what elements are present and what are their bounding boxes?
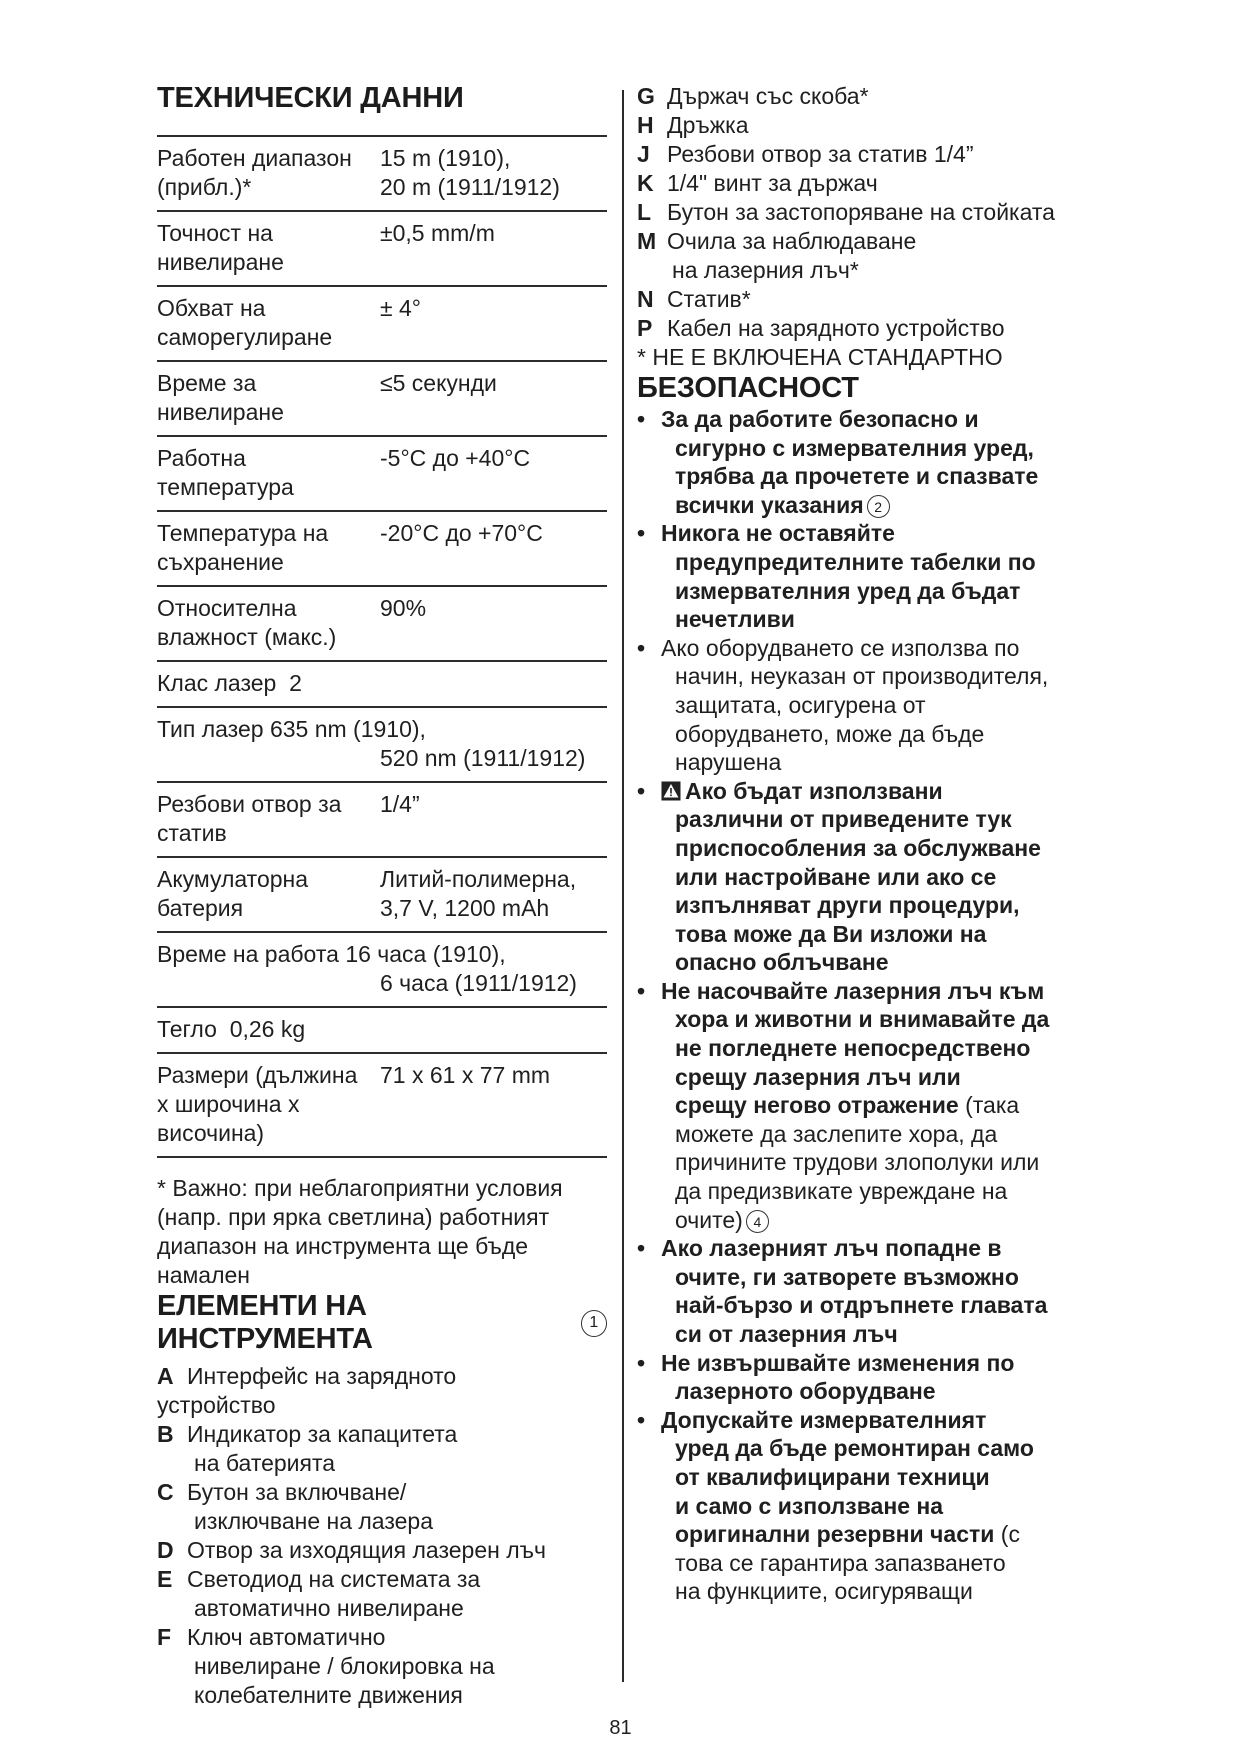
list-item: • Допускайте измервателният уред да бъде ремонтиран само от квалифицирани техници и само с използване на оригинални резервни части (с това се гарантира запазването на функциите, осигуряващи — [637, 1406, 1034, 1605]
spec-row: Размери (дължина x широчина x височина) 71 x 61 x 77 mm — [157, 1054, 607, 1158]
list-item: • Не извършвайте изменения по лазерното оборудване — [637, 1349, 1015, 1405]
figure-ref-circle: 1 — [581, 1310, 607, 1337]
list-item: N Статив* — [637, 286, 751, 312]
tech-data-heading: ТЕХНИЧЕСКИ ДАННИ — [157, 82, 464, 114]
list-item: • Ако лазерният лъч попадне в очите, ги затворете възможно най-бързо и отдръпнете главата си от лазерния лъч — [637, 1235, 1048, 1347]
elements-heading: ЕЛЕМЕНТИ НА ИНСТРУМЕНТА 1 — [157, 1290, 607, 1356]
list-item: A Интерфейс на зарядното устройство — [157, 1363, 457, 1418]
left-column — [157, 82, 607, 1710]
spec-table — [157, 135, 607, 1158]
spec-row: Акумулаторна батерия Литий-полимерна, 3,7 V, 1200 mAh — [157, 858, 607, 933]
list-item: F Ключ автоматично нивелиране / блокировка на колебателните движения — [157, 1624, 495, 1708]
list-item: H Дръжка — [637, 112, 749, 138]
spec-row: Относителна влажност (макс.) 90% — [157, 587, 607, 662]
list-item: • Никога не оставяйте предупредителните табелки по измервателния уред да бъдат нечетливи — [637, 520, 1036, 633]
list-item: • За да работите безопасно и сигурно с измервателния уред, трябва да прочетете и спазвате всички указания 2 — [637, 406, 1039, 518]
column-divider — [622, 90, 624, 1682]
spec-row: Тип лазер 635 nm (1910), 520 nm (1911/1912) — [157, 708, 607, 783]
spec-row: Време за нивелиране ≤5 секунди — [157, 362, 607, 437]
list-item: D Отвор за изходящия лазерен лъч — [157, 1537, 546, 1563]
list-item: G Държач със скоба* — [637, 83, 869, 109]
spec-row: Работен диапазон (прибл.)* 15 m (1910), 20 m (1911/1912) — [157, 137, 607, 212]
list-item: K 1/4" винт за държач — [637, 170, 878, 196]
figure-ref-circle: 4 — [746, 1210, 769, 1233]
page-number: 81 — [609, 1717, 632, 1739]
components-list — [637, 82, 1107, 372]
safety-list — [637, 405, 1107, 1606]
list-item: M Очила за наблюдаване на лазерния лъч* — [637, 228, 917, 283]
spec-row: Точност на нивелиране ±0,5 mm/m — [157, 212, 607, 287]
list-item: B Индикатор за капацитета на батерията — [157, 1421, 458, 1476]
elements-list — [157, 1362, 607, 1710]
spec-row: Време на работа 16 часа (1910), 6 часа (1911/1912) — [157, 933, 607, 1008]
range-note: * Важно: при неблагоприятни условия (напр. при ярка светлина) работният диапазон на инструмента ще бъде намален — [157, 1175, 563, 1288]
list-item: L Бутон за застопоряване на стойката — [637, 199, 1055, 225]
spec-row: Работна температура -5°C до +40°C — [157, 437, 607, 512]
list-item: J Резбови отвор за статив 1/4” — [637, 141, 974, 167]
spec-row: Тегло 0,26 kg — [157, 1008, 607, 1054]
spec-row: Клас лазер 2 — [157, 662, 607, 708]
laser-warning-icon — [661, 781, 681, 801]
list-item: • Ако оборудването се използва по начин, неуказан от производителя, защитата, осигурена от оборудването, може да бъде нарушена — [637, 634, 1049, 776]
list-item: C Бутон за включване/ изключване на лазера — [157, 1479, 433, 1534]
safety-heading: БЕЗОПАСНОСТ — [637, 372, 859, 404]
figure-ref-circle: 2 — [867, 495, 890, 518]
spec-row: Температура на съхранение -20°C до +70°C — [157, 512, 607, 587]
list-item: • Ако бъдат използвани различни от приведените тук приспособления за обслужване или настройване или ако се изпълняват други процедури, това може да Ви изложи на опасно облъчване — [637, 777, 1041, 976]
list-item: P Кабел на зарядното устройство — [637, 315, 1005, 341]
list-item: • Не насочвайте лазерния лъч към хора и животни и внимавайте да не погледнете непосредствено срещу лазерния лъч или срещу негово отражение (така можете да заслепите хора, да причините трудови злополуки или да предизвикате увреждане на очите) 4 — [637, 977, 1050, 1233]
list-item: E Светодиод на системата за автоматично нивелиране — [157, 1566, 481, 1621]
spec-row: Обхват на саморегулиране ± 4° — [157, 287, 607, 362]
spec-row: Резбови отвор за статив 1/4” — [157, 783, 607, 858]
components-footnote: * НЕ Е ВКЛЮЧЕНА СТАНДАРТНО — [637, 344, 1003, 370]
right-column — [637, 82, 1107, 1606]
